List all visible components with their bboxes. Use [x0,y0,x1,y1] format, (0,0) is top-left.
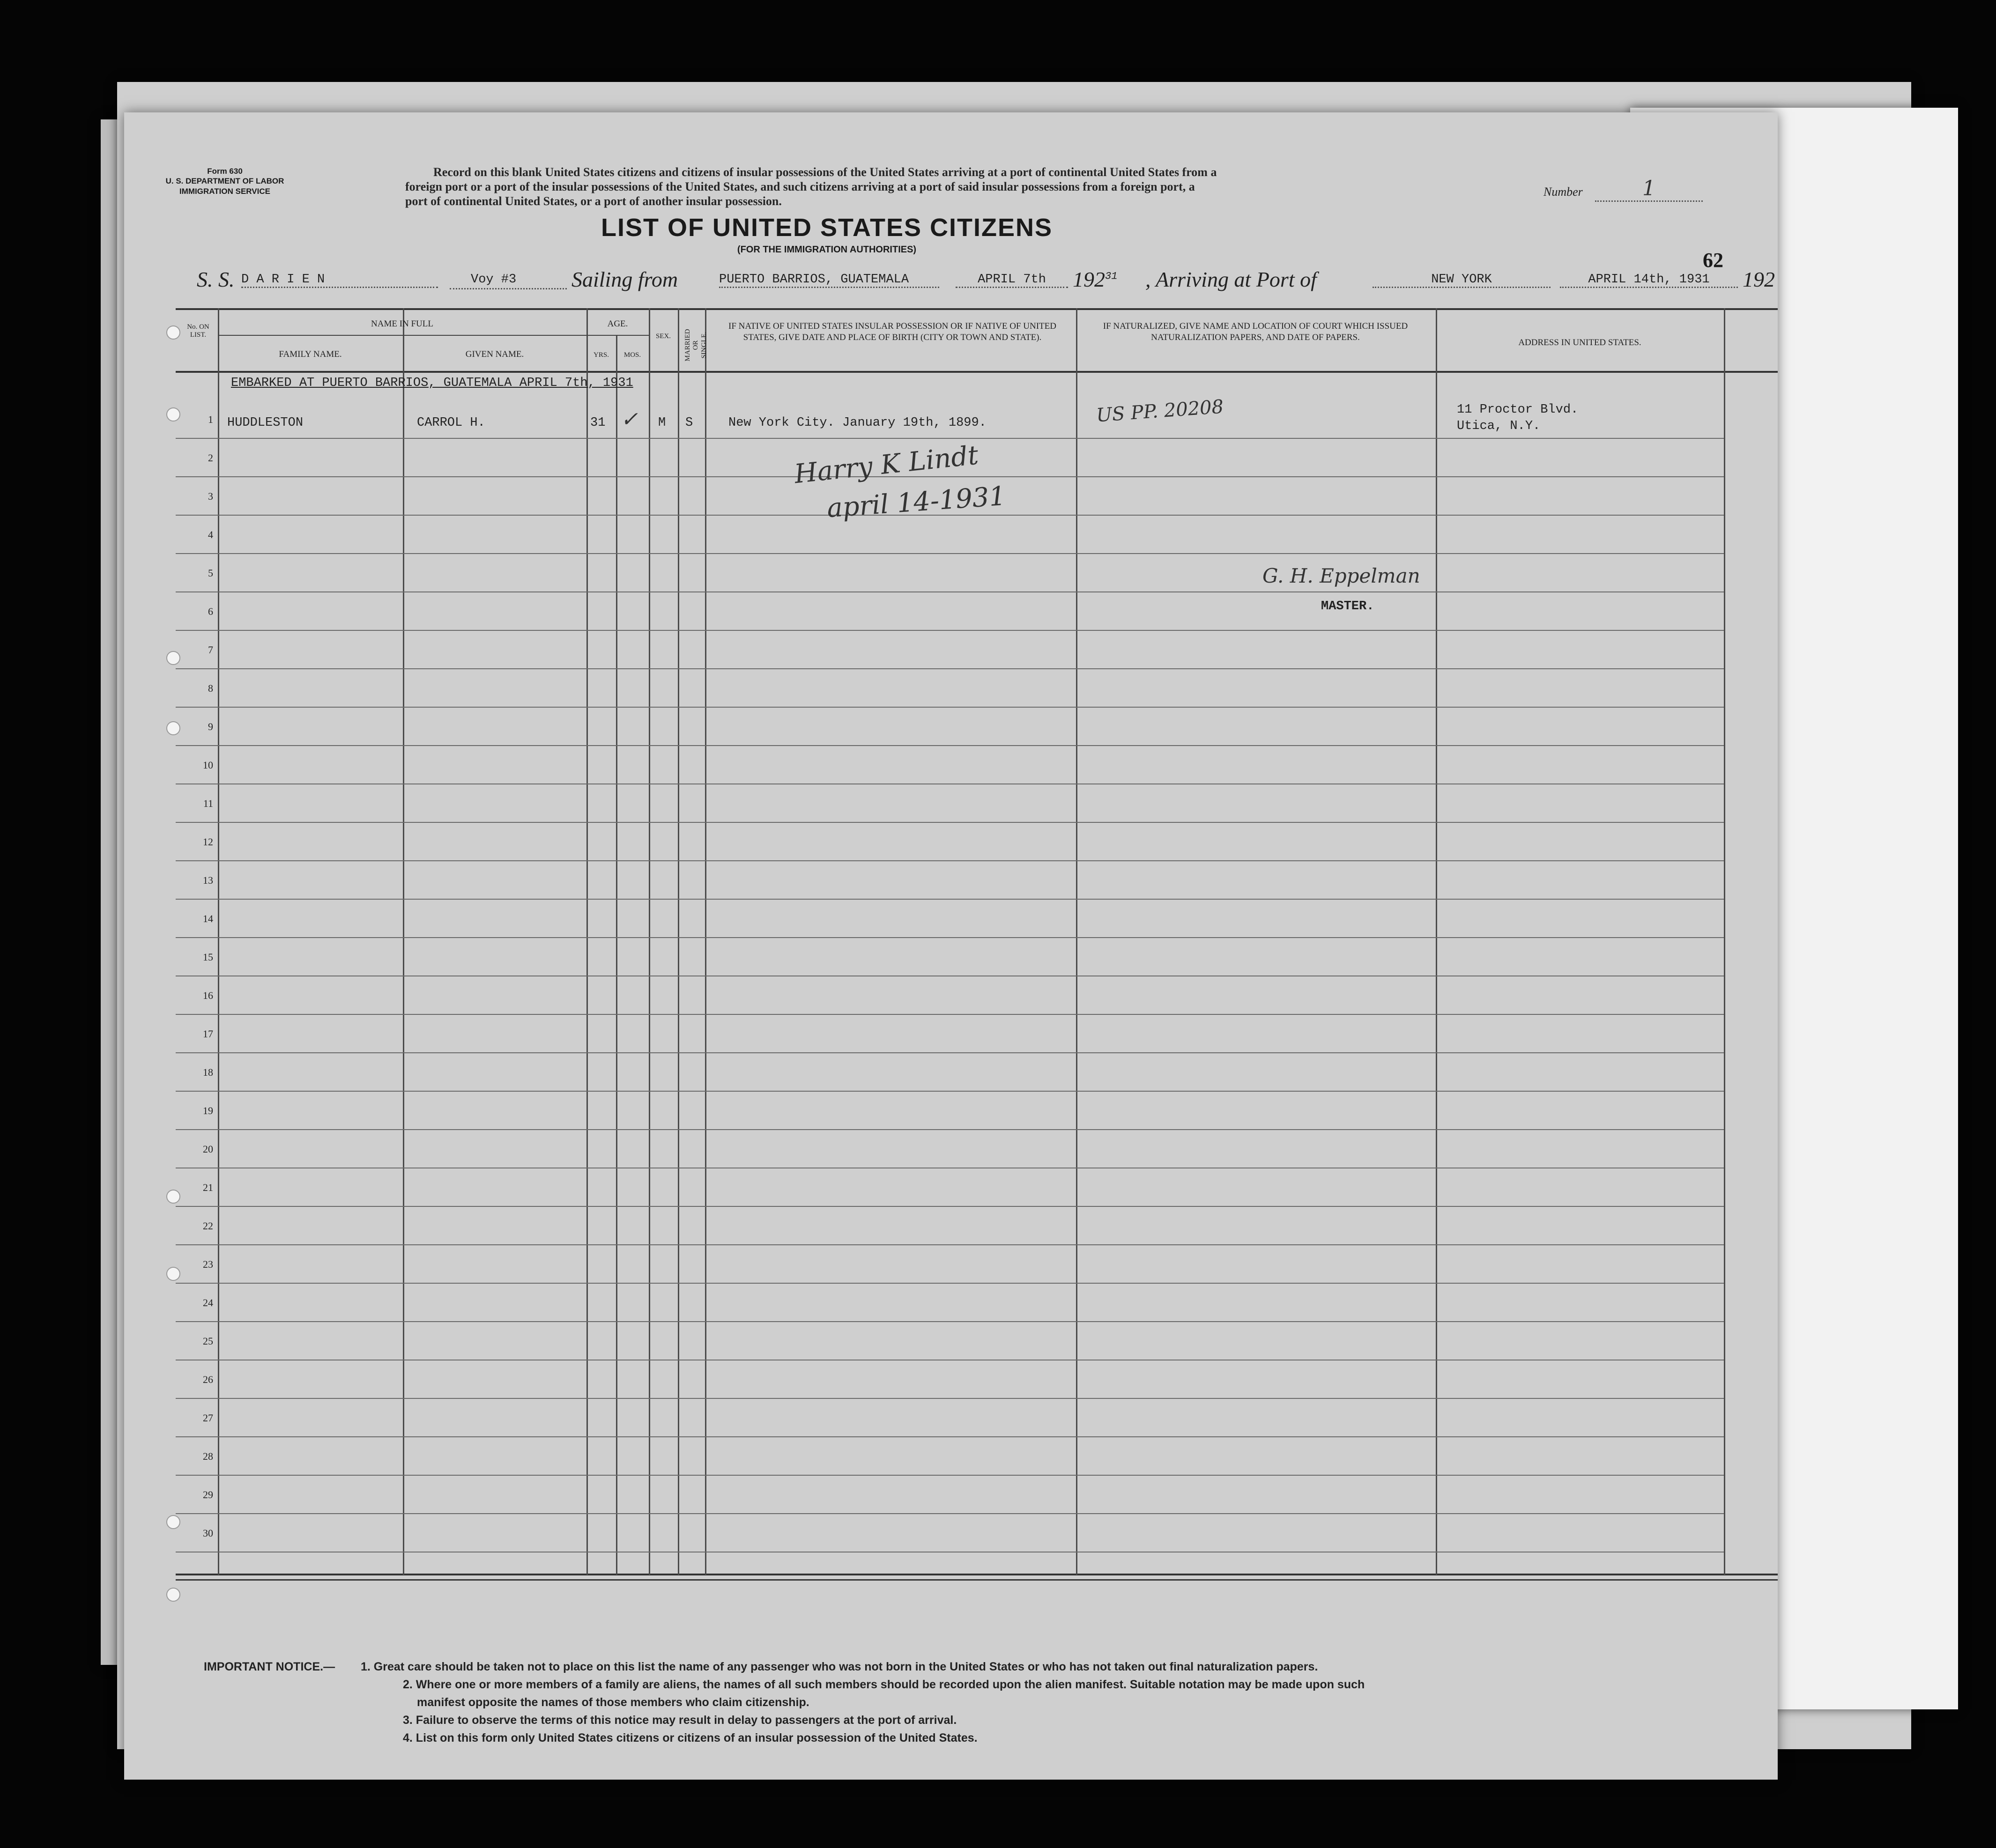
given-name-cell: CARROL H. [417,416,485,430]
header-age-yrs: YRS. [594,351,609,359]
marital-cell: S [685,416,693,430]
header-family-name: FAMILY NAME. [279,349,342,359]
row-rule [176,707,1724,708]
row-number: 28 [203,1450,213,1462]
row-rule [176,899,1724,900]
row-number: 17 [203,1028,213,1040]
row-number: 21 [203,1182,213,1193]
row-number: 24 [203,1297,213,1308]
row-number: 16 [203,990,213,1001]
row-number: 19 [203,1105,213,1116]
row-rule [176,822,1724,823]
notice-item: manifest opposite the names of those members who claim citizenship. [417,1696,809,1709]
page-number: 62 [1703,249,1723,272]
sex-cell: M [658,416,666,430]
page-subtitle: (FOR THE IMMIGRATION AUTHORITIES) [737,244,917,255]
row-number: 7 [208,644,213,656]
binder-hole [166,1588,180,1602]
row-rule [176,1206,1724,1207]
row-number: 6 [208,606,213,617]
notice-item: 2. Where one or more members of a family are aliens, the names of all such members should be recorded upon the alien manifest. Suitable notation may be made upon such [403,1678,1365,1691]
row-number: 22 [203,1220,213,1232]
header-married-single: MARRIED OR SINGLE. [684,329,708,362]
binder-hole [166,1515,180,1529]
row-rule [176,630,1724,631]
row-rule [176,745,1724,746]
header-sex: SEX. [655,333,671,340]
row-rule [176,860,1724,861]
header-address: ADDRESS IN UNITED STATES. [1518,338,1641,347]
year-prefix-2: 192 [1743,267,1775,291]
row-rule [176,1129,1724,1130]
row-rule [176,438,1724,439]
col-divider [586,308,588,1575]
year-prefix-1 [1073,267,1117,292]
row-number: 4 [208,529,213,540]
row-rule [176,591,1724,592]
row-rule [176,1091,1724,1092]
row-rule [176,1244,1724,1245]
binder-hole [166,407,180,421]
notice-item: 3. Failure to observe the terms of this notice may result in delay to passengers at the port of arrival. [403,1714,957,1727]
binder-hole [166,1267,180,1281]
header-native-birth: IF NATIVE OF UNITED STATES INSULAR POSSESSION OR IF NATIVE OF UNITED STATES, GIVE DATE AND PLACE OF BIRTH (CITY OR TOWN AND STATE). [728,321,1056,342]
birth-cell: New York City. January 19th, 1899. [728,416,987,430]
row-rule [176,553,1724,554]
voyage-dotline [450,288,567,289]
row-number: 13 [203,874,213,886]
row-number: 8 [208,682,213,694]
row-number: 23 [203,1258,213,1270]
name-subheader-line [218,335,586,336]
arriving-port: NEW YORK [1373,273,1551,288]
row-rule [176,476,1724,477]
inspector-signature: Harry K Lindt [793,440,980,490]
row-number: 15 [203,951,213,963]
instructions-line: Record on this blank United States citizens and citizens of insular possessions of the United States arriving at a port of continental United States from a [433,165,1217,179]
table-top-border [176,308,1778,310]
col-divider [616,335,617,1575]
header-given-name: GIVEN NAME. [465,349,524,359]
table-bottom-border-2 [176,1579,1778,1581]
row-rule [176,1513,1724,1514]
row-number: 18 [203,1066,213,1078]
row-number: 12 [203,836,213,848]
arriving-label: , Arriving at Port of [1145,267,1317,291]
instructions-block [405,165,1604,209]
binder-hole [166,721,180,735]
header-age: AGE. [607,319,628,329]
notice-heading: IMPORTANT NOTICE.— [204,1660,335,1673]
sailing-from-port: PUERTO BARRIOS, GUATEMALA [719,273,939,288]
row-rule [176,1475,1724,1476]
arriving-date: APRIL 14th, 1931 [1560,273,1738,288]
sailing-from-label: Sailing from [571,267,678,291]
row-number: 10 [203,759,213,771]
year-prefix: 192 [1073,267,1105,291]
col-divider [1076,308,1077,1575]
age-subheader-line [586,335,649,336]
row-number: 11 [203,798,213,809]
row-number: 3 [208,490,213,502]
row-number: 26 [203,1374,213,1385]
address-line1: 11 Proctor Blvd. [1457,403,1579,417]
row-number: 29 [203,1489,213,1501]
header-name-in-full: NAME IN FULL [371,319,433,329]
col-divider [1436,308,1437,1575]
family-name-cell: HUDDLESTON [227,416,304,430]
row-number: 9 [208,721,213,732]
notice-item: 1. Great care should be taken not to place on this list the name of any passenger who was not born in the United States or who has not taken out final naturalization papers. [361,1660,1318,1673]
col-divider [1724,308,1725,1575]
binder-hole [166,325,180,340]
row-rule [176,937,1724,938]
form-number: Form 630 [207,167,243,176]
header-bottom-border [176,371,1778,373]
row-number: 14 [203,913,213,924]
row-rule [176,1436,1724,1437]
row-rule [176,1014,1724,1015]
voyage-line [197,267,1789,300]
sailing-date: APRIL 7th [956,273,1068,288]
header-naturalized: IF NATURALIZED, GIVE NAME AND LOCATION OF COURT WHICH ISSUED NATURALIZATION PAPERS, AND DATE OF PAPERS. [1103,321,1408,342]
row-number: 1 [208,414,213,425]
voyage-number: Voy #3 [471,273,517,287]
instructions-line: port of continental United States, or a port of another insular possession. [405,194,782,208]
ship-name: D A R I E N [241,273,438,288]
naturalization-cell: US PP. 20208 [1095,396,1224,427]
address-line2: Utica, N.Y. [1457,419,1541,433]
header-no: No. ON LIST. [187,323,209,339]
instructions-line: foreign port or a port of the insular possessions of the United States, and such citizens arriving at a port of said insular possessions from a foreign port, a [405,180,1195,194]
form-identifier [148,166,302,196]
row-number: 20 [203,1143,213,1155]
master-label: MASTER. [1321,599,1374,614]
master-signature: G. H. Eppelman [1262,564,1420,587]
row-number: 25 [203,1335,213,1347]
row-number: 2 [208,452,213,464]
table-bottom-border [176,1574,1778,1575]
row-rule [176,1321,1724,1322]
age-mos-checkmark: ✓ [621,407,638,431]
inspector-date: april 14-1931 [826,480,1007,524]
header-age-mos: MOS. [623,351,641,359]
number-field [1543,177,1712,204]
notice-item: 4. List on this form only United States citizens or citizens of an insular possession of the United States. [403,1731,978,1745]
row-number: 5 [208,567,213,579]
col-divider [403,308,404,1575]
col-divider [705,308,706,1575]
number-value: 1 [1595,177,1703,202]
ss-label: S. S. [197,267,235,291]
row-number: 30 [203,1527,213,1539]
year-suffix: 31 [1105,270,1118,282]
col-divider [649,308,650,1575]
col-divider [678,308,679,1575]
embarked-note: EMBARKED AT PUERTO BARRIOS, GUATEMALA APRIL 7th, 1931 [231,376,633,390]
page-title: LIST OF UNITED STATES CITIZENS [601,214,1053,242]
row-rule [176,1398,1724,1399]
age-yrs-cell: 31 [590,416,606,430]
row-rule [176,1052,1724,1053]
col-divider [218,308,219,1575]
binder-hole [166,1190,180,1204]
manifest-page [124,112,1778,1780]
row-rule [176,1283,1724,1284]
number-label: Number [1543,185,1583,199]
row-rule [176,668,1724,669]
row-number: 27 [203,1412,213,1424]
service-name: IMMIGRATION SERVICE [179,186,270,196]
binder-hole [166,651,180,665]
department-name: U. S. DEPARTMENT OF LABOR [165,177,284,186]
